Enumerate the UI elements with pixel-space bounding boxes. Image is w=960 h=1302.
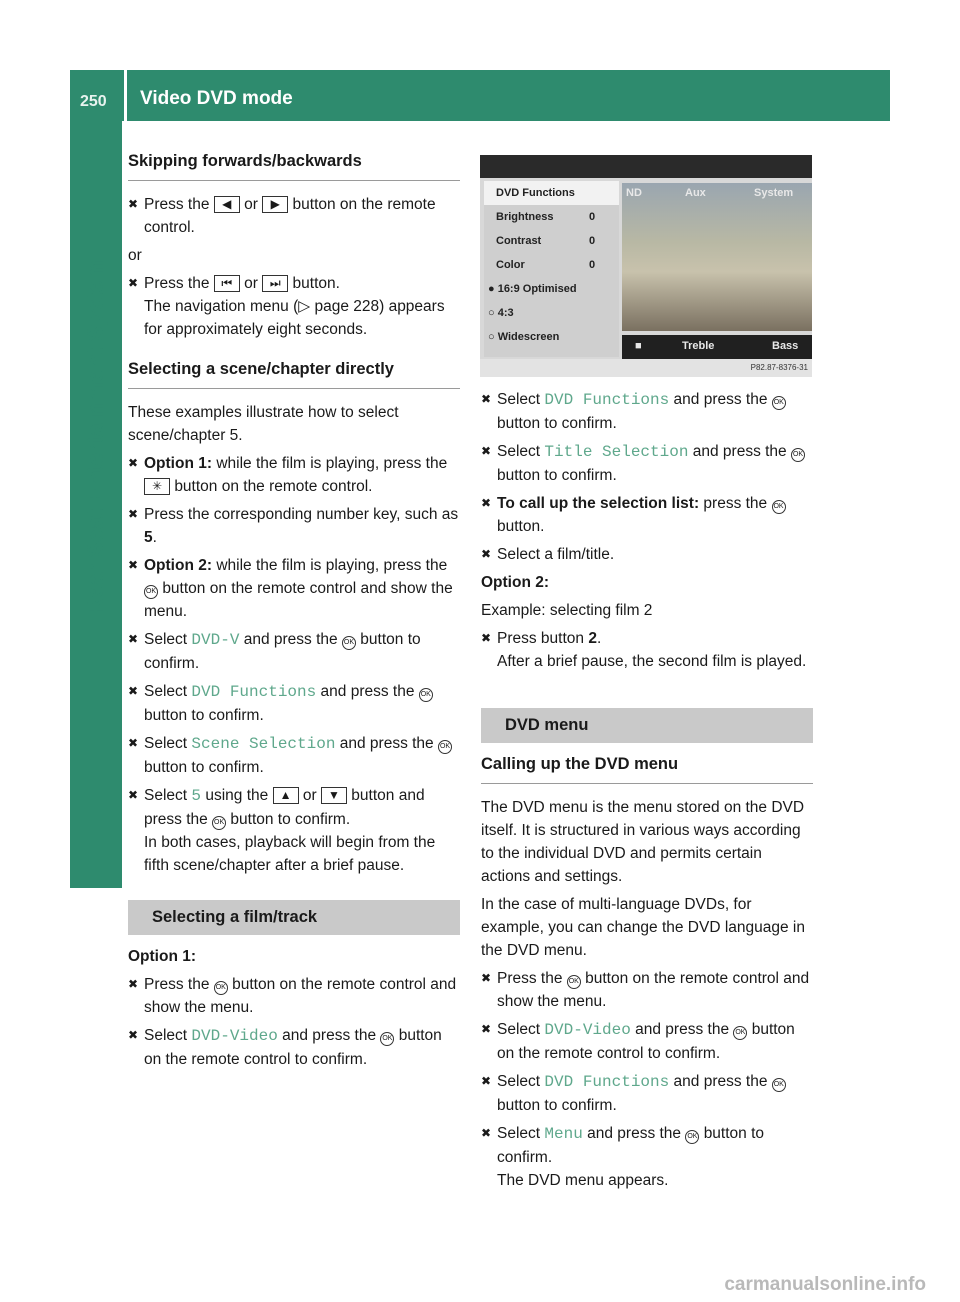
step: ✖ To call up the selection list: press the OK button. <box>481 492 813 538</box>
option-label: Option 1: <box>128 948 197 965</box>
section-label: Rear Seat Entertainment System <box>82 259 108 615</box>
step-arrow-icon: ✖ <box>481 1126 492 1140</box>
dvd-functions-menu <box>484 181 619 357</box>
menu-item: ● 16:9 Optimised <box>488 283 577 295</box>
example-text: Example: selecting film 2 <box>481 602 653 619</box>
heading-calling-dvd-menu: Calling up the DVD menu <box>481 753 813 784</box>
step-arrow-icon: ✖ <box>128 1028 139 1042</box>
menu-term: DVD-V <box>191 631 240 649</box>
left-column <box>128 150 460 1076</box>
step-arrow-icon: ✖ <box>481 547 492 561</box>
step-arrow-icon: ✖ <box>481 1022 492 1036</box>
menu-term: Title Selection <box>544 443 689 461</box>
menu-item: Contrast 0 <box>496 235 596 247</box>
tab-nd: ND <box>626 187 642 199</box>
bass-label: Bass <box>772 340 799 352</box>
ok-button-icon: OK <box>419 688 433 702</box>
dvd-functions-screenshot <box>480 155 812 377</box>
or-text: or <box>128 247 142 264</box>
band-heading-film: Selecting a film/track <box>128 900 460 935</box>
option-label: Option 2: <box>481 574 550 591</box>
step: ✖ Press the ⏮ or ⏭ button. The navigation menu (▷ page 228) appears for approximately eight seconds. <box>128 272 460 341</box>
step: ✖ Select 5 using the ▲ or ▼ button and press the OK button to confirm. In both cases, playback will begin from the fifth scene/chapter after a brief pause. <box>128 784 460 877</box>
step: ✖ Option 2: while the film is playing, press the OK button on the remote control and show the menu. <box>128 554 460 623</box>
video-frame-image <box>622 183 812 331</box>
page-number: 250 <box>80 93 107 110</box>
down-key-icon: ▼ <box>321 787 347 804</box>
ok-button-icon: OK <box>144 585 158 599</box>
stop-icon: ■ <box>635 340 642 352</box>
step-arrow-icon: ✖ <box>481 631 492 645</box>
ok-button-icon: OK <box>212 816 226 830</box>
step: ✖ Press the corresponding number key, such as 5. <box>128 503 460 549</box>
rewind-key-icon: ⏮ <box>214 275 240 292</box>
page-title: Video DVD mode <box>140 88 293 109</box>
step-arrow-icon: ✖ <box>128 197 139 211</box>
menu-term: DVD-Video <box>544 1021 631 1039</box>
band-heading-dvd-menu: DVD menu <box>481 708 813 743</box>
menu-item: Brightness 0 <box>496 211 596 223</box>
step-arrow-icon: ✖ <box>128 977 139 991</box>
menu-header: DVD Functions <box>484 181 619 205</box>
ok-button-icon: OK <box>567 975 581 989</box>
asterisk-key-icon: ✳ <box>144 478 170 495</box>
step-arrow-icon: ✖ <box>481 496 492 510</box>
step-arrow-icon: ✖ <box>128 276 139 290</box>
step: ✖ Select DVD Functions and press the OK button to confirm. <box>481 388 813 435</box>
scene-intro: These examples illustrate how to select scene/chapter 5. <box>128 404 399 444</box>
heading-scene: Selecting a scene/chapter directly <box>128 358 460 389</box>
menu-term: DVD Functions <box>544 391 670 409</box>
ok-button-icon: OK <box>772 1078 786 1092</box>
menu-term: DVD Functions <box>544 1073 670 1091</box>
screenshot-top-bar <box>480 155 812 178</box>
ok-button-icon: OK <box>733 1026 747 1040</box>
step-arrow-icon: ✖ <box>128 507 139 521</box>
tab-aux: Aux <box>685 187 706 199</box>
ok-button-icon: OK <box>685 1130 699 1144</box>
menu-term: DVD-Video <box>191 1027 278 1045</box>
step: ✖ Select a film/title. <box>481 543 813 566</box>
step-arrow-icon: ✖ <box>128 788 139 802</box>
screenshot-code: P82.87-8376-31 <box>750 363 808 372</box>
menu-term: 5 <box>191 787 202 805</box>
ok-button-icon: OK <box>214 981 228 995</box>
right-column <box>481 388 813 1197</box>
menu-item: Color 0 <box>496 259 596 271</box>
paragraph: In the case of multi-language DVDs, for example, you can change the DVD language in the DVD menu. <box>481 896 805 959</box>
forward-key-icon: ⏭ <box>262 275 288 292</box>
paragraph: The DVD menu is the menu stored on the DVD itself. It is structured in various ways according to the individual DVD and permits certain actions and settings. <box>481 799 805 885</box>
menu-item: ○ Widescreen <box>488 331 560 343</box>
ok-button-icon: OK <box>438 740 452 754</box>
tab-system: System <box>754 187 794 199</box>
next-key-icon: ▶ <box>262 196 288 213</box>
step: ✖ Press the ◀ or ▶ button on the remote control. <box>128 193 460 239</box>
step: ✖ Select DVD-Video and press the OK button on the remote control to confirm. <box>128 1024 460 1071</box>
step: ✖ Select Title Selection and press the OK button to confirm. <box>481 440 813 487</box>
step-arrow-icon: ✖ <box>128 558 139 572</box>
step-arrow-icon: ✖ <box>128 632 139 646</box>
ok-button-icon: OK <box>772 396 786 410</box>
up-key-icon: ▲ <box>273 787 299 804</box>
menu-term: Scene Selection <box>191 735 336 753</box>
header-separator <box>124 70 127 121</box>
prev-key-icon: ◀ <box>214 196 240 213</box>
step-arrow-icon: ✖ <box>481 444 492 458</box>
step: ✖ Select DVD-V and press the OK button to confirm. <box>128 628 460 675</box>
step: ✖ Press button 2. After a brief pause, the second film is played. <box>481 627 813 673</box>
ok-button-icon: OK <box>772 500 786 514</box>
step: ✖ Press the OK button on the remote control and show the menu. <box>481 967 813 1013</box>
step: ✖ Press the OK button on the remote control and show the menu. <box>128 973 460 1019</box>
step: ✖ Select DVD Functions and press the OK button to confirm. <box>481 1070 813 1117</box>
ok-button-icon: OK <box>791 448 805 462</box>
step: ✖ Select Scene Selection and press the OK button to confirm. <box>128 732 460 779</box>
side-tab <box>70 836 122 888</box>
step-arrow-icon: ✖ <box>128 456 139 470</box>
treble-label: Treble <box>682 340 715 352</box>
menu-item: ○ 4:3 <box>488 307 514 319</box>
heading-skipping: Skipping forwards/backwards <box>128 150 460 181</box>
step-arrow-icon: ✖ <box>481 1074 492 1088</box>
step: ✖ Option 1: while the film is playing, press the ✳ button on the remote control. <box>128 452 460 498</box>
watermark: carmanualsonline.info <box>724 1274 926 1295</box>
step-arrow-icon: ✖ <box>128 736 139 750</box>
step: ✖ Select DVD Functions and press the OK button to confirm. <box>128 680 460 727</box>
step-arrow-icon: ✖ <box>481 392 492 406</box>
step: ✖ Select Menu and press the OK button to confirm. The DVD menu appears. <box>481 1122 813 1192</box>
menu-term: Menu <box>544 1125 583 1143</box>
menu-term: DVD Functions <box>191 683 317 701</box>
ok-button-icon: OK <box>342 636 356 650</box>
ok-button-icon: OK <box>380 1032 394 1046</box>
step-arrow-icon: ✖ <box>128 684 139 698</box>
step: ✖ Select DVD-Video and press the OK button on the remote control to confirm. <box>481 1018 813 1065</box>
step-arrow-icon: ✖ <box>481 971 492 985</box>
